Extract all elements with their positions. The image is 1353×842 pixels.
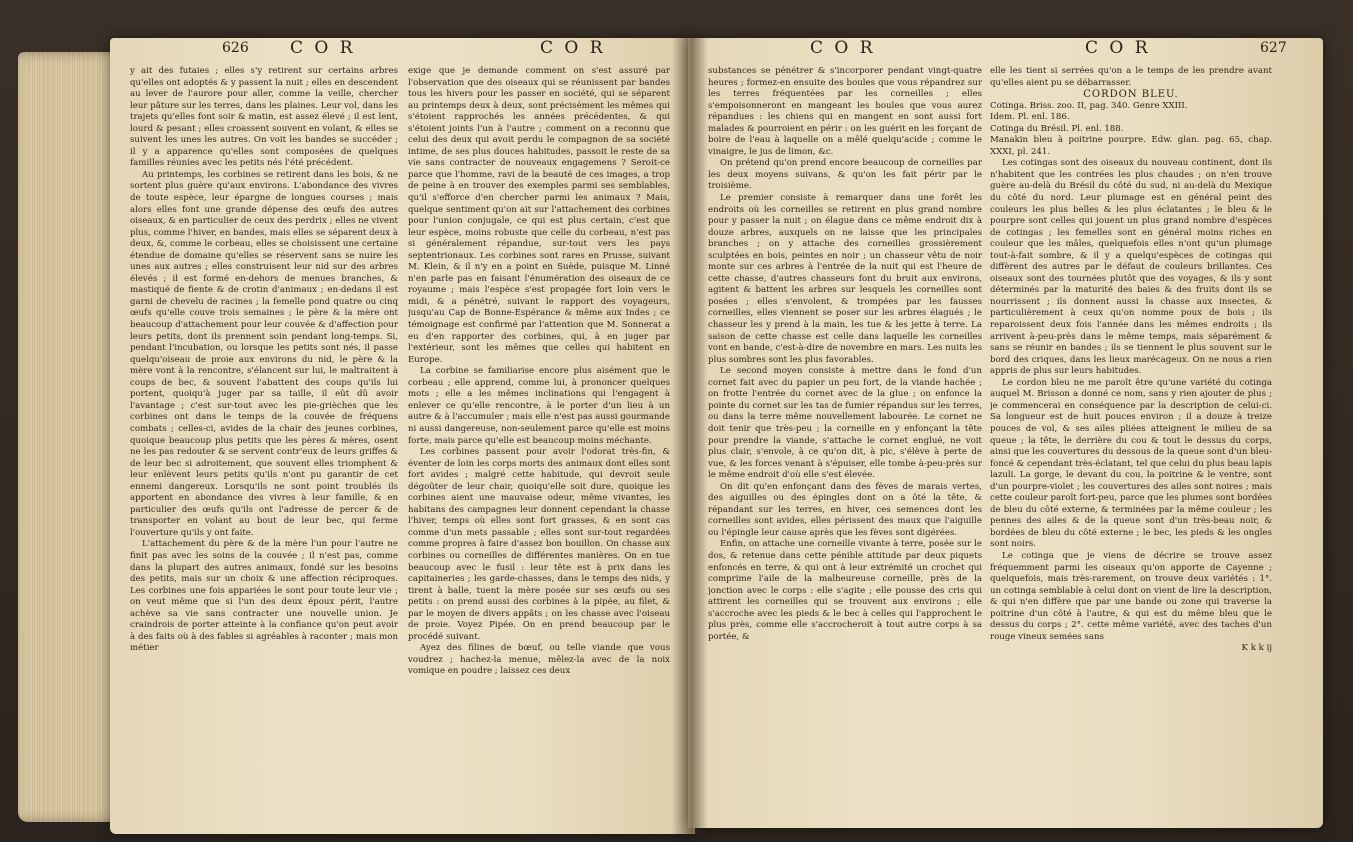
right-page-column-1 — [708, 66, 982, 821]
paragraph: Ayez des filines de bœuf, ou telle viande que vous voudrez ; hachez-la menue, mêlez-la avec de la noix vomique en poudre ; laissez ces deux — [408, 643, 670, 677]
right-running-head: C O R — [810, 38, 876, 58]
left-page-number: 626 — [222, 40, 249, 56]
reference-line: Idem. Pl. enl. 186. — [990, 112, 1070, 123]
left-running-head-2: C O R — [540, 38, 606, 58]
paragraph: y ait des futaies ; elles s'y retirent sur certains arbres qu'elles ont adoptés & y passent la nuit ; elles en descendent au lever de l'aurore pour aller, comme la veille, chercher leur pâture sur les terres, dans les plaines. Leur vol, dans les trajets qu'elles font soir & matin, est assez élevé ; il est lent, lourd & pesant ; elles croassent souvent en volant, & elles se suivent les unes les autres. On voit les bandes se succéder ; il y a apparence qu'elles sont composées de quelques familles réunies avec les petits nés l'été précédent. — [130, 66, 398, 169]
right-page-column-2 — [990, 66, 1272, 821]
paragraph: On prétend qu'on prend encore beaucoup de corneilles par les deux moyens suivans, & qu'on les fait périr par le troisième. — [708, 158, 982, 192]
left-page-column-1 — [130, 66, 398, 821]
book-gutter — [672, 38, 708, 834]
page-signature: K k k ij — [1241, 643, 1272, 654]
paragraph: L'attachement du père & de la mère l'un pour l'autre ne finit pas avec les soins de la couvée ; il n'est pas, comme dans la plupart des autres animaux, fondé sur les besoins des petits, mais sur un choix & une affection réciproques. Les corbines une fois appariées le sont pour toute leur vie ; on veut même que si l'un des deux époux périt, l'autre achève sa vie sans contracter une nouvelle union. Je craindrois de porter atteinte à la confiance qu'on peut avoir à des faits où à des fables si agréables à raconter ; mais mon métier — [130, 539, 398, 654]
paragraph: Le premier consiste à remarquer dans une forêt les endroits où les corneilles se retirent en plus grand nombre pour y passer la nuit ; on élague dans ce même endroit dix à douze arbres, auxquels on ne laisse que les principales branches ; on y attache des corneilles grossièrement sculptées en bois, peintes en noir ; un chasseur vêtu de noir monte sur ces arbres à l'entrée de la nuit qui est l'heure de cette chasse, d'autres chasseurs font du bruit aux environs, agitent & battent les arbres sur lesquels les corneilles sont posées ; elles s'envolent, & trompées par les fausses corneilles, elles viennent se poser sur les arbres élagués ; le chasseur les y prend à la main, les tue & les jette à terre. La saison de cette chasse est celle dans laquelle les corneilles vont en bande, c'est-à-dire de novembre en mars. Les nuits les plus sombres sont les plus favorables. — [708, 193, 982, 365]
paragraph: Les corbines passent pour avoir l'odorat très-fin, & éventer de loin les corps morts des animaux dont elles sont fort avides ; malgré cette habitude, qui devroit seule dégoûter de leur chair, quoiqu'elle soit dure, quoique les corbines aient une mauvaise odeur, même vivantes, les habitans des campagnes leur donnent cependant la chasse l'hiver, temps où elles sont fort grasses, & en sont cas comme d'un mets passable ; elles sont sur-tout regardées comme propres à faire d'assez bon bouillon. On chasse aux corbines ou corneilles de différentes manières. On en tue beaucoup avec le fusil : leur tête est à prix dans les capitaineries ; les garde-chasses, dans le temps des nids, y tirent à balle, tuent la mère posée sur ses œufs ou ses petits : on prend aussi des corbines à la pipée, au filet, & par le moyen de divers appâts ; on les chasse avec l'oiseau de proie. Voyez Pipée. On en prend beaucoup par le procédé suivant. — [408, 447, 670, 642]
paragraph: Les cotingas sont des oiseaux du nouveau continent, dont ils n'habitent que les contrées les plus chaudes ; on n'en trouve guère au-delà du Brésil du côté du sud, ni au-delà du Mexique du côté du nord. Leur plumage est en général peint des couleurs les plus belles & les plus éclatantes ; le bleu & le pourpre sont celles qui jouent un plus grand nombre d'espèces de cotingas ; les femelles sont en général moins riches en couleur que les mâles, quelquefois elles n'ont qu'un plumage tout-à-fait sombre, & il y a quelqu'espèces de cotingas qui diffèrent des autres par le défaut de couleurs brillantes. Ces oiseaux sont des tournées plutôt que des voyages, & ils y sont déterminés par la maturité des baies & des fruits dont ils se nourrissent ; ils donnent aussi la chasse aux insectes, & particulièrement à ceux qu'on nomme poux de bois ; ils reparoissent deux fois l'année dans les mêmes endroits ; ils arrivent à-peu-près dans le même temps, mais séparément & sans se réunir en bandes ; ils se tiennent le plus souvent sur le bord des criques, dans les lieux marécageux. On ne nous a rien appris de plus sur leurs habitudes. — [990, 158, 1272, 377]
left-running-head: C O R — [290, 38, 356, 58]
paragraph: La corbine se familiarise encore plus aisément que le corbeau ; elle apprend, comme lui, à prononcer quelques mots ; elle a les mêmes inclinations qui l'engagent à enlever ce qu'elle rencontre, à le porter d'un lieu à un autre & à l'accumuler ; mais elle n'est pas aussi gourmande ni aussi dangereuse, non-seulement parce qu'elle est moins forte, mais parce qu'elle est beaucoup moins méchante. — [408, 366, 670, 446]
reference-line: Cotinga. Briss. zoo. II, pag. 340. Genre XXIII. — [990, 100, 1188, 111]
paragraph: Le cotinga que je viens de décrire se trouve assez fréquemment parmi les oiseaux qu'on apporte de Cayenne ; quelquefois, mais très-rarement, on trouve deux variétés : 1°. un cotinga semblable à celui dont on vient de lire la description, & qui n'en diffère que par une bande ou zone qui traverse la poitrine d'un côté à l'autre, & qui est du même bleu que le dessus du corps ; 2°. cette même variété, avec des taches d'un rouge vineux semées sans — [990, 550, 1272, 642]
section-heading: CORDON BLEU. — [1083, 89, 1179, 101]
paragraph: On dit qu'en enfonçant dans des fèves de marais vertes, des aiguilles ou des épingles dont on a ôté la tête, & répandant sur les terres, en hiver, ces semences dont les corneilles sont avides, elles périssent des maux que l'aiguille ou l'épingle leur cause après que les fèves sont digérées. — [708, 481, 982, 538]
paragraph: exige que je demande comment on s'est assuré par l'observation que des oiseaux qui se réunissent par bandes tous les hivers pour les passer en société, qui se séparent au printemps deux à deux, sont précisément les mêmes qui s'étoient rapprochés les années précédentes, & qui s'étoient joints l'un à l'autre ; comment on a reconnu que celui des deux qui avoit perdu le compagnon de sa société intime, de ses plus douces habitudes, passoit le reste de sa vie sans contracter de nouveaux engagemens ? Seroit-ce parce que l'homme, ravi de la beauté de ces images, a trop de peine à en trouver des exemples parmi ses semblables, qu'il s'efforce d'en chercher parmi les animaux ? Mais, quelque sentiment qu'on ait sur l'attachement des corbines pour l'union conjugale, ce qui est plus certain, c'est que leur espèce, moins robuste que celle du corbeau, n'est pas si généralement répandue, sur-tout vers les pays septentrionaux. Les corbines sont rares en Prusse, suivant M. Klein, & il n'y en a point en Suède, puisque M. Linné n'en parle pas en faisant l'énumération des oiseaux de ce royaume ; mais l'espèce s'est propagée fort loin vers le midi, & a pénétré, suivant le rapport des voyageurs, jusqu'au Cap de Bonne-Espérance & même aux Indes ; ce témoignage est confirmé par l'attention que M. Sonnerat a eu d'en rapporter des corbines, qui, à en juger par l'extérieur, sont les mêmes que celles qui habitent en Europe. — [408, 66, 670, 365]
paragraph: substances se pénétrer & s'incorporer pendant vingt-quatre heures ; formez-en ensuite des boules que vous répandrez sur les terres fréquentées par les corneilles ; elles s'empoisonneront en mangeant les boules que vous aurez répandues : les chiens qui en mangent en sont aussi fort malades & pourroient en périr : on les guérit en les forçant de boire de l'eau à laquelle on a mêlé quelqu'acide ; comme le vinaigre, le jus de limon, &c. — [708, 66, 982, 157]
paragraph: elle les tient si serrées qu'on a le temps de les prendre avant qu'elles aient pu se débarrasser. — [990, 66, 1272, 88]
paragraph: Au printemps, les corbines se retirent dans les bois, & ne sortent plus guère qu'aux environs. L'abondance des vivres de toute espèce, leur épargne de longues courses ; mais alors elles font une grande dépense des œufs des autres oiseaux, & en particulier de ceux des perdrix ; elles ne vivent plus, comme l'hiver, en bandes, mais elles se séparent deux à deux, &, comme le corbeau, elles se choisissent une certaine étendue de domaine qu'elles se réservent sans se nuire les unes aux autres ; elles construisent leur nid sur des arbres élevés ; il est formé en-dehors de menues branches, & mastiqué de fiente & de crotin d'animaux ; en-dedans il est garni de chevelu de racines ; la femelle pond quatre ou cinq œufs qu'elle couve trois semaines ; le père & la mère ont beaucoup d'attachement pour leur couvée & d'affection pour leurs petits, dont ils prennent soin pendant long-temps. Si, pendant l'incubation, ou lorsque les petits sont nés, il passe quelqu'oiseau de proie aux environs du nid, le père & la mère vont à la rencontre, s'élancent sur lui, le maltraitent à coups de bec, & souvent l'abattent des coups qu'ils lui portent, quoiqu'à juger par sa taille, il eût dû avoir l'avantage ; c'est sur-tout avec les pie-grièches que les corbines ont dans le temps de la couvée de fréquens combats ; celles-ci, avides de la chair des jeunes corbines, quoique beaucoup plus petits que les pères & mères, osent ne les pas redouter & se servent contr'eux de leurs griffes & de leur bec si adroitement, que souvent elles triomphent & leur enlèvent leurs petits qu'ils n'ont pu garantir de cet ennemi dangereux. Lorsqu'ils ne sont point troublés ils apportent en abondance des vivres à leur famille, & en particulier des œufs qu'ils ont l'adresse de percer & de transporter en volant au bout de leur bec, qui ferme l'ouverture qu'ils y ont faite. — [130, 169, 398, 538]
paragraph: Enfin, on attache une corneille vivante à terre, posée sur le dos, & retenue dans cette pénible attitude par deux piquets enfoncés en terre, & qui ont à leur extrémité un crochet qui comprime l'aile de la malheureuse corneille, près de la jonction avec le corps : elle s'agite ; elle pousse des cris qui attirent les corneilles qui se trouvent aux environs ; elle s'accroche avec les pieds & le bec à celles qui l'approchent le plus près, comme elle s'accrocheroit à tout autre corps à sa portée, & — [708, 539, 982, 642]
right-running-head-2: C O R — [1085, 38, 1151, 58]
reference-line: Cotinga du Brésil. Pl. enl. 188. — [990, 123, 1124, 134]
right-page-number: 627 — [1260, 40, 1287, 56]
paragraph: Le cordon bleu ne me paroît être qu'une variété du cotinga auquel M. Brisson a donné ce nom, sans y rien ajouter de plus ; je commencerai en conséquence par la description de celui-ci. Sa longueur est de huit pouces environ ; il a douze à treize pouces de vol, & ses ailes pliées atteignent le milieu de sa queue ; la tête, le derrière du cou & tout le dessus du corps, ainsi que les couvertures du dessous de la queue sont d'un bleu-foncé & cependant très-éclatant, tel que celui du plus beau lapis lazuli. La gorge, le devant du cou, la poitrine & le ventre, sont d'un pourpre-violet ; les couvertures des ailes sont noires ; mais cette couleur paroît fort-peu, parce que les plumes sont bordées de bleu du côté externe, & terminées par la même couleur ; les pennes des ailes & de la queue sont d'un très-beau noir, & bordées de bleu du côté externe ; le bec, les pieds & les ongles sont noirs. — [990, 377, 1272, 550]
reference-line: Manakin bleu à poitrine pourpre. Edw. glan. pag. 65, chap. XXXI, pl. 241. — [990, 135, 1272, 157]
left-page-column-2 — [408, 66, 670, 821]
paragraph: Le second moyen consiste à mettre dans le fond d'un cornet fait avec du papier un peu fort, de la viande hachée ; on frotte l'entrée du cornet avec de la glue ; on enfonce la pointe du cornet sur les tas de fumier répandus sur les terres, ou dans la terre même nouvellement labourée. Le cornet ne doit tenir que très-peu ; la corneille en y enfonçant la tête pour prendre la viande, s'attache le cornet englué, ne voit plus clair, s'envole, à ce qu'on dit, à pic, s'élève à perte de vue, & les forces venant à s'épuiser, elle tombe à-peu-près sur le même endroit d'où elle s'est élevée. — [708, 366, 982, 481]
